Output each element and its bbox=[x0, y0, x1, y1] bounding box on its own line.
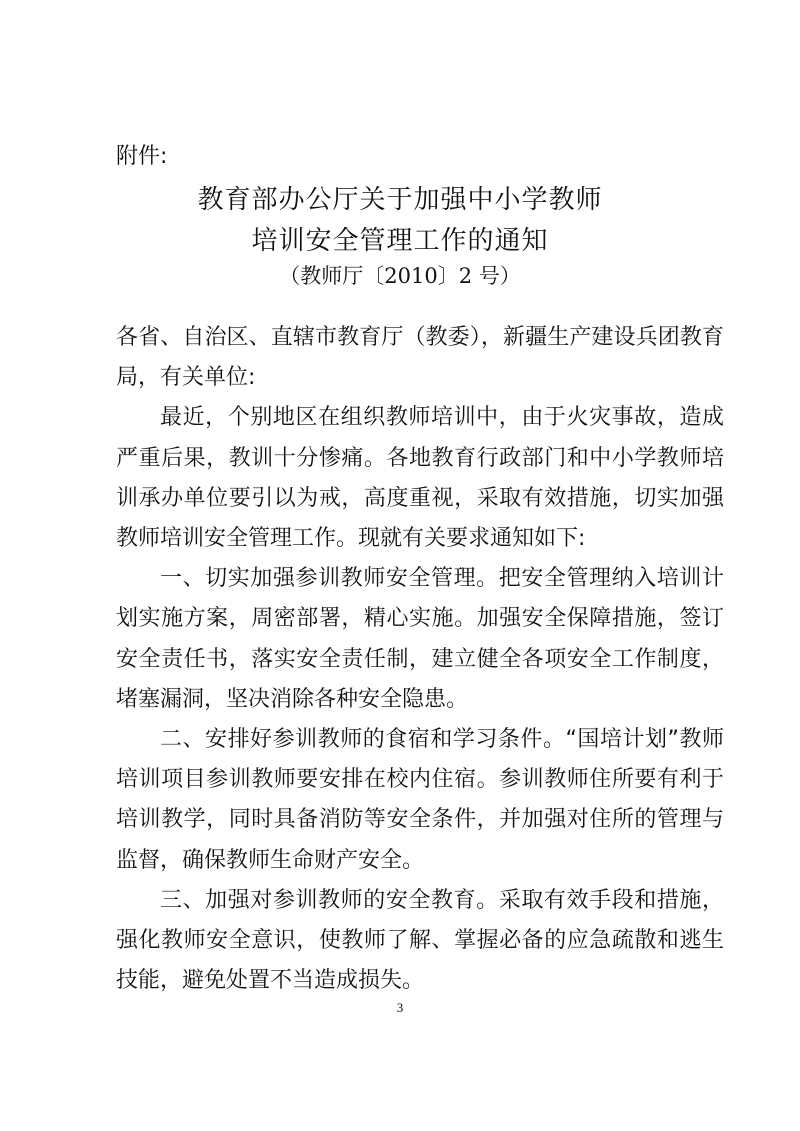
page-number: 3 bbox=[396, 1000, 404, 1015]
paragraph-item-3: 三、加强对参训教师的安全教育。采取有效手段和措施，强化教师安全意识，使教师了解、掌握必备的应急疏散和逃生技能，避免处置不当造成损失。 bbox=[116, 887, 724, 994]
paragraph-item-1: 一、切实加强参训教师安全管理。把安全管理纳入培训计划实施方案，周密部署，精心实施。加强安全保障措施，签订安全责任书，落实安全责任制，建立健全各项安全工作制度，堵塞漏洞，坚决消除各种安全隐患。 bbox=[116, 566, 724, 712]
attachment-label: 附件: bbox=[116, 144, 168, 169]
document-body bbox=[116, 318, 724, 1001]
document-number: （教师厅〔2010〕2 号） bbox=[279, 264, 521, 288]
document-title-line-1: 教育部办公厅关于加强中小学教师 bbox=[197, 185, 603, 215]
document-title-line-2: 培训安全管理工作的通知 bbox=[251, 226, 549, 256]
addressee: 各省、自治区、直辖市教育厅（教委），新疆生产建设兵团教育局，有关单位: bbox=[116, 325, 724, 391]
paragraph-item-2: 二、安排好参训教师的食宿和学习条件。“国培计划”教师培训项目参训教师要安排在校内住宿。参训教师住所要有利于培训教学，同时具备消防等安全条件，并加强对住所的管理与监督，确保教师生命财产安全。 bbox=[116, 727, 724, 873]
paragraph-intro: 最近，个别地区在组织教师培训中，由于火灾事故，造成严重后果，教训十分惨痛。各地教育行政部门和中小学教师培训承办单位要引以为戒，高度重视，采取有效措施，切实加强教师培训安全管理工作。现就有关要求通知如下: bbox=[116, 405, 724, 552]
